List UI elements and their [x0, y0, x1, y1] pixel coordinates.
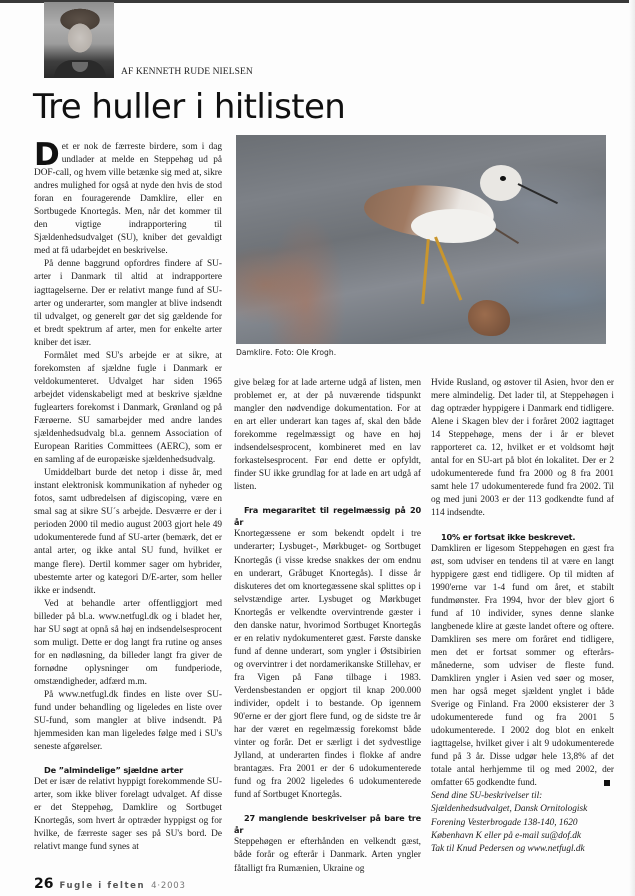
- author-portrait: [44, 2, 114, 78]
- drop-cap: D: [34, 137, 60, 173]
- body-paragraph: [431, 543, 614, 791]
- bird-photo-damklire: [236, 135, 606, 344]
- page-edge-shadow: [629, 0, 635, 896]
- intro-paragraph: [34, 137, 222, 258]
- bird-leg: [421, 239, 430, 304]
- body-paragraph: give belæg for at lade arterne udgå af listen, men problemet er, at der på nuværende tidspunkt mangler den nødvendige dokumentation. For at en art eller underart kan tages af, skal den både forekomme regelmæssigt og have en høj indsendelsesprocent, kombineret med en lav forkastelsesprocent. Før end dette er opfyldt, finder SU ikke grundlag for at lade en art udgå af listen.: [234, 378, 421, 493]
- bird-bill: [518, 183, 558, 204]
- body-paragraph: Steppehøgen er efterhånden en velkendt gæst, både forår og efterår i Danmark. Arten yngler fåtalligt fra Rumænien, Ukraine og: [234, 837, 421, 874]
- page-number: 26: [34, 876, 54, 892]
- photo-caption: Damklire. Foto: Ole Krogh.: [236, 348, 337, 357]
- issue-number: 4·2003: [151, 881, 186, 891]
- section-heading: 27 manglende beskrivelser på bare tre år: [234, 813, 421, 836]
- body-paragraph: Ved at behandle arter offentliggjort med billeder på bl.a. www.netfugl.dk og i bladet her, har SU søgt at opnå så høj en indsendelsesprocent som muligt. Dette er dog langt fra rutine og anses for en nødløsning, da billeder langt fra giver de fornødne oplysninger om fundperiode, omstændigheder, adfærd m.m.: [34, 598, 222, 687]
- contact-heading: Send dine SU-beskrivelser til:: [431, 791, 543, 802]
- mud-clump: [468, 300, 510, 336]
- bird-belly: [411, 209, 496, 243]
- byline: AF KENNETH RUDE NIELSEN: [121, 67, 253, 77]
- text-column-2: [234, 377, 421, 876]
- body-paragraph: Umiddelbart burde det netop i disse år, med instant elektronisk kommunikation af nyheder og fotos, samt udbredelsen af digiscoping, være en smal sag at sikre SU´s arbejde. Desværre er der i perioden 2000 til medio august 2003 gjort hele 49 udokumenterede fund af SU-arter (bemærk, det er antal arter, og ikke antal SU fund, hvilket er mange flere). Dertil kommer sager om hybrider, ubestemte arter og kategori D/E-arter, som heller ikke er indsendt.: [34, 468, 222, 596]
- section-heading: 10% er fortsat ikke beskrevet.: [441, 531, 576, 542]
- magazine-name: Fugle i felten: [59, 881, 146, 891]
- text-column-1: [34, 137, 222, 854]
- bird-leg: [434, 236, 462, 300]
- acknowledgement: Tak til Knud Pedersen og www.netfugl.dk: [431, 843, 585, 854]
- body-paragraph: Det er især de relativt hyppigt forekommende SU-arter, som ikke bliver forelagt udvalget. Af disse er det Steppehøg, Damklire og Sortbuget Knortegås, som hvert år optræder hyppigst og for hvilke, de færreste sager ses på SU's bord. De relativt mange fund synes at: [34, 777, 222, 853]
- text-column-3: [431, 377, 614, 856]
- body-paragraph: Hvide Rusland, og østover til Asien, hvor den er mere almindelig. Det lader til, at Steppehøgen i dag optræder hyppigere i Danmark end tidligere. Alene i Skagen blev der i foråret 2002 iagttaget 14 Steppehøge, mens der i år er blevet rapporteret ca. 12, hvilket er et voldsomt højt antal for en SU-art på blot én lokalitet. Der er 2 udokumenterede fund fra 2000 og 8 fra 2001 samt hele 17 udokumenterede fund fra 2002. Til og med juni 2003 er der 113 godkendte fund af 114 indsendte.: [431, 378, 614, 519]
- page-footer: [34, 876, 186, 892]
- end-of-article-square-icon: [604, 780, 610, 786]
- body-text: Damkliren er ligesom Steppehøgen en gæst fra øst, som udviser en tendens til at være en langt hyppigere gæst end tidligere. Op til midten af 1990'erne var 1-4 fund om året, et stabilt fundmønster. Fra 1994, hvor der blev gjort 6 fund af 10 individer, synes denne slanke langbenede klire at gæste landet oftere og oftere. Damkliren ses mere om foråret end tidligere, men det er fortsat sommer og efterårs-månederne, som udviser de fleste fund. Damkliren yngler i Asien ved søer og moser, men har også meget sjældent ynglet i både Sverige og Finland. Fra 2000 eksisterer der 3 udokumenterede fund og fra 2001 5 udokumenterede. I 2002 dog blot en enkelt iagttagelse, hvilket giver i alt 9 udokumenterede fund på 3 år. Disse udgør hele 13,8% af det totale antal herhjemme til og med 2002, der omfatter 65 godkendte fund.: [431, 543, 614, 789]
- body-paragraph: På www.netfugl.dk findes en liste over SU-fund under behandling og ligeledes en liste over SU-fund, som mangler at blive indsendt. På hjemmesiden kan man ligeledes følge med i SU's seneste afgørelser.: [34, 689, 222, 753]
- body-paragraph: Knortegæssene er som bekendt opdelt i tre underarter; Lysbuget-, Mørkbuget- og Sortbuget Knortegås (i visse kredse snakkes der om endnu en underart, Gråbuget Knortegås). I disse år diskuteres det om knortegæssene skal splittes op i selvstændige arter. Lysbuget og Mørkbuget Knortegås er velkendte overvintrende gæster i den danske natur, hvorimod Sortbuget Knortegås er en relativ nydokumenteret gæst. Første danske fund af denne underart, som yngler i Østsibirien og overvintrer i det nordamerikanske Stillehav, er fra Vigen på Fanø tilbage i 1983. Verdensbestanden er opgjort til knap 200.000 individer, opdelt i to bestande. Op igennem 90'erne er der gjort flere fund, og de sidste tre år har der været en regelmæssig forekomst både vinter og forår. Det er særligt i det sydvestlige Jylland, at underarten findes i flokke af andre brantagæs. Fra 2001 er der 6 udokumenterede fund og fra 2002 ligeledes 6 udokumenterede fund af Sortbuget Knortegås.: [234, 529, 421, 801]
- bird-eye: [500, 176, 506, 181]
- bird-head: [480, 165, 522, 201]
- intro-text: et er nok de færreste birdere, som i dag undlader at melde en Steppehøg ud på DOF-call, og hvem ville betænke sig med at, sikre andres mulighed for også at nyde den hvis de stod foran en fouragerende Damklire, eller en Sortbugede Knortegås. Men, når det kommer til den vigtige indrapportering til Sjældenhedsudvalget (SU), kniber det gevaldigt med at få udarbejdet en beskrivelse.: [34, 142, 222, 257]
- body-paragraph: På denne baggrund opfordres findere af SU-arter i Danmark til altid at indrapportere iagttagelserne. Der er relativt mange fund af SU-arter og underarter, som mangler at blive indsendt til udvalget, og generelt gør det sig gældende for et bredt spektrum af arter, men for enkelte arter kniber det især.: [34, 259, 222, 348]
- body-paragraph: Formålet med SU's arbejde er at sikre, at forekomsten af sjældne fugle i Danmark er veldokumenteret. Udvalget har siden 1965 arbejdet videnskabeligt med at beskrive sjældne fuglearters forekomst i Danmark, Grønland og på Færøerne. SU samarbejder med andre landes sjældenhedsudvalg bl.a. gennem Association of European Rarities Committees (AERC), som er en samling af de europæiske sjældenhedsudvalg.: [34, 350, 222, 466]
- article-headline: Tre huller i hitlisten: [33, 87, 346, 127]
- section-heading: Fra megararitet til regelmæssig på 20 år: [234, 505, 421, 528]
- contact-address: Sjældenhedsudvalget, Dansk Ornitologisk Forening Vesterbrogade 138-140, 1620 København K eller på e-mail su@dof.dk: [431, 804, 588, 841]
- section-heading: De ”almindelige” sjældne arter: [44, 765, 183, 776]
